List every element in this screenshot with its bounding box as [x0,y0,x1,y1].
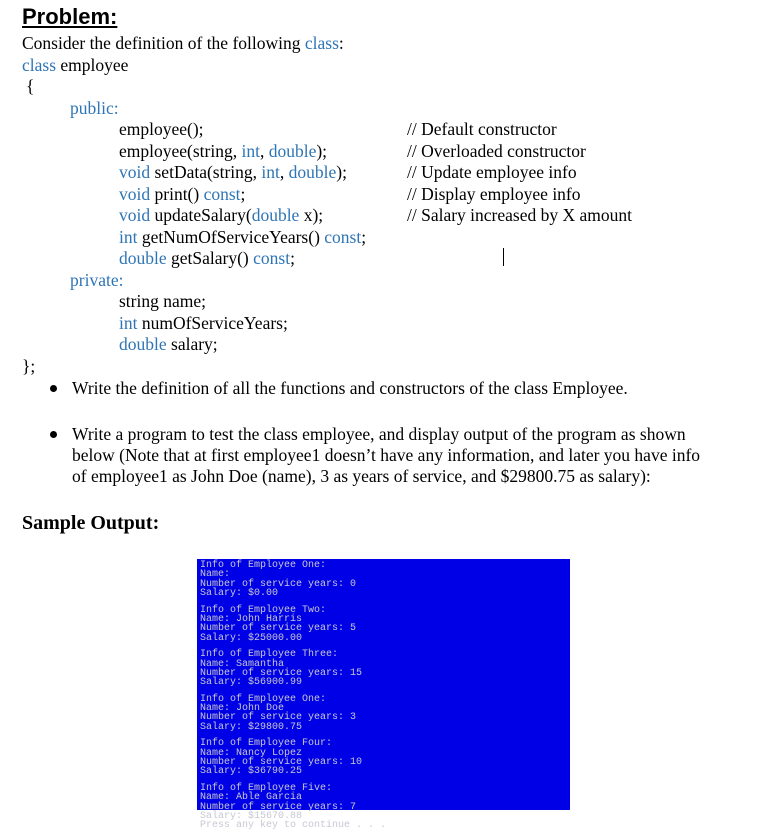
console-line: Info of Employee Three: [200,649,339,661]
member-print: void print() const; [119,184,246,204]
comment-default-ctor: // Default constructor [407,119,557,139]
console-output [197,559,570,831]
member-numofserviceyears: int numOfServiceYears; [119,313,288,333]
console-line: Press any key to continue . . . [200,820,387,831]
console-line: Info of Employee Five: [200,782,333,794]
console-line: Number of service years: 7 [200,801,357,813]
comment-print: // Display employee info [407,184,581,204]
console-line: Name: Samantha [200,658,285,670]
member-default-ctor: employee(); [119,119,204,139]
member-getsalary: double getSalary() const; [119,248,295,268]
problem-title: Problem: [22,4,118,29]
bullet-2-line-2: below (Note that at first employee1 doesn’t have any information, and later you have info [72,445,701,465]
member-name: string name; [119,291,206,311]
member-setdata: void setData(string, int, double); [119,162,347,182]
console-line: Info of Employee Two: [200,604,327,616]
console-line: Salary: $0.00 [200,588,279,600]
intro-text: Consider the definition of the following class: [22,33,344,53]
bullet-1-text: Write the definition of all the functions and constructors of the class Employee. [72,378,628,398]
bullet-2-line-3: of employee1 as John Doe (name), 3 as years of service, and $29800.75 as salary): [72,466,651,486]
bullet-dot [50,385,57,392]
close-brace: }; [22,356,36,376]
console-line: Salary: $25000.00 [200,632,303,644]
console-line: Info of Employee Four: [200,738,333,750]
console-line: Number of service years: 10 [200,757,363,769]
text-cursor [503,248,504,266]
console-line: Name: John Harris [200,613,303,625]
console-line: Info of Employee One: [200,560,327,571]
private-label: private: [70,270,124,290]
bullet-dot [50,431,57,438]
console-line: Name: [200,569,231,581]
console-line: Salary: $15670.88 [200,810,303,822]
console-line: Number of service years: 15 [200,667,363,679]
comment-setdata: // Update employee info [407,162,577,182]
comment-updatesalary: // Salary increased by X amount [407,205,633,225]
member-getnumofserviceyears: int getNumOfServiceYears() const; [119,227,367,247]
open-brace: { [26,76,35,96]
console-line: Name: John Doe [200,703,285,715]
console-line: Salary: $36790.25 [200,766,303,778]
member-salary: double salary; [119,334,218,354]
console-line: Name: Nancy Lopez [200,747,303,759]
class-declaration: class employee [22,55,129,75]
bullet-2-line-1: Write a program to test the class employee, and display output of the program as shown [72,424,686,444]
console-line: Number of service years: 0 [200,578,357,590]
console-line: Salary: $29800.75 [200,721,303,733]
comment-overloaded-ctor: // Overloaded constructor [407,141,586,161]
console-line: Name: Able Garcia [200,792,303,804]
console-line: Salary: $56900.99 [200,677,303,689]
console-line: Number of service years: 5 [200,623,357,635]
sample-output-heading: Sample Output: [22,512,160,534]
console-line: Info of Employee One: [200,693,327,705]
member-updatesalary: void updateSalary(double x); [119,205,324,225]
member-overloaded-ctor: employee(string, int, double); [119,141,328,161]
console-line: Number of service years: 3 [200,712,357,724]
public-label: public: [70,98,119,118]
